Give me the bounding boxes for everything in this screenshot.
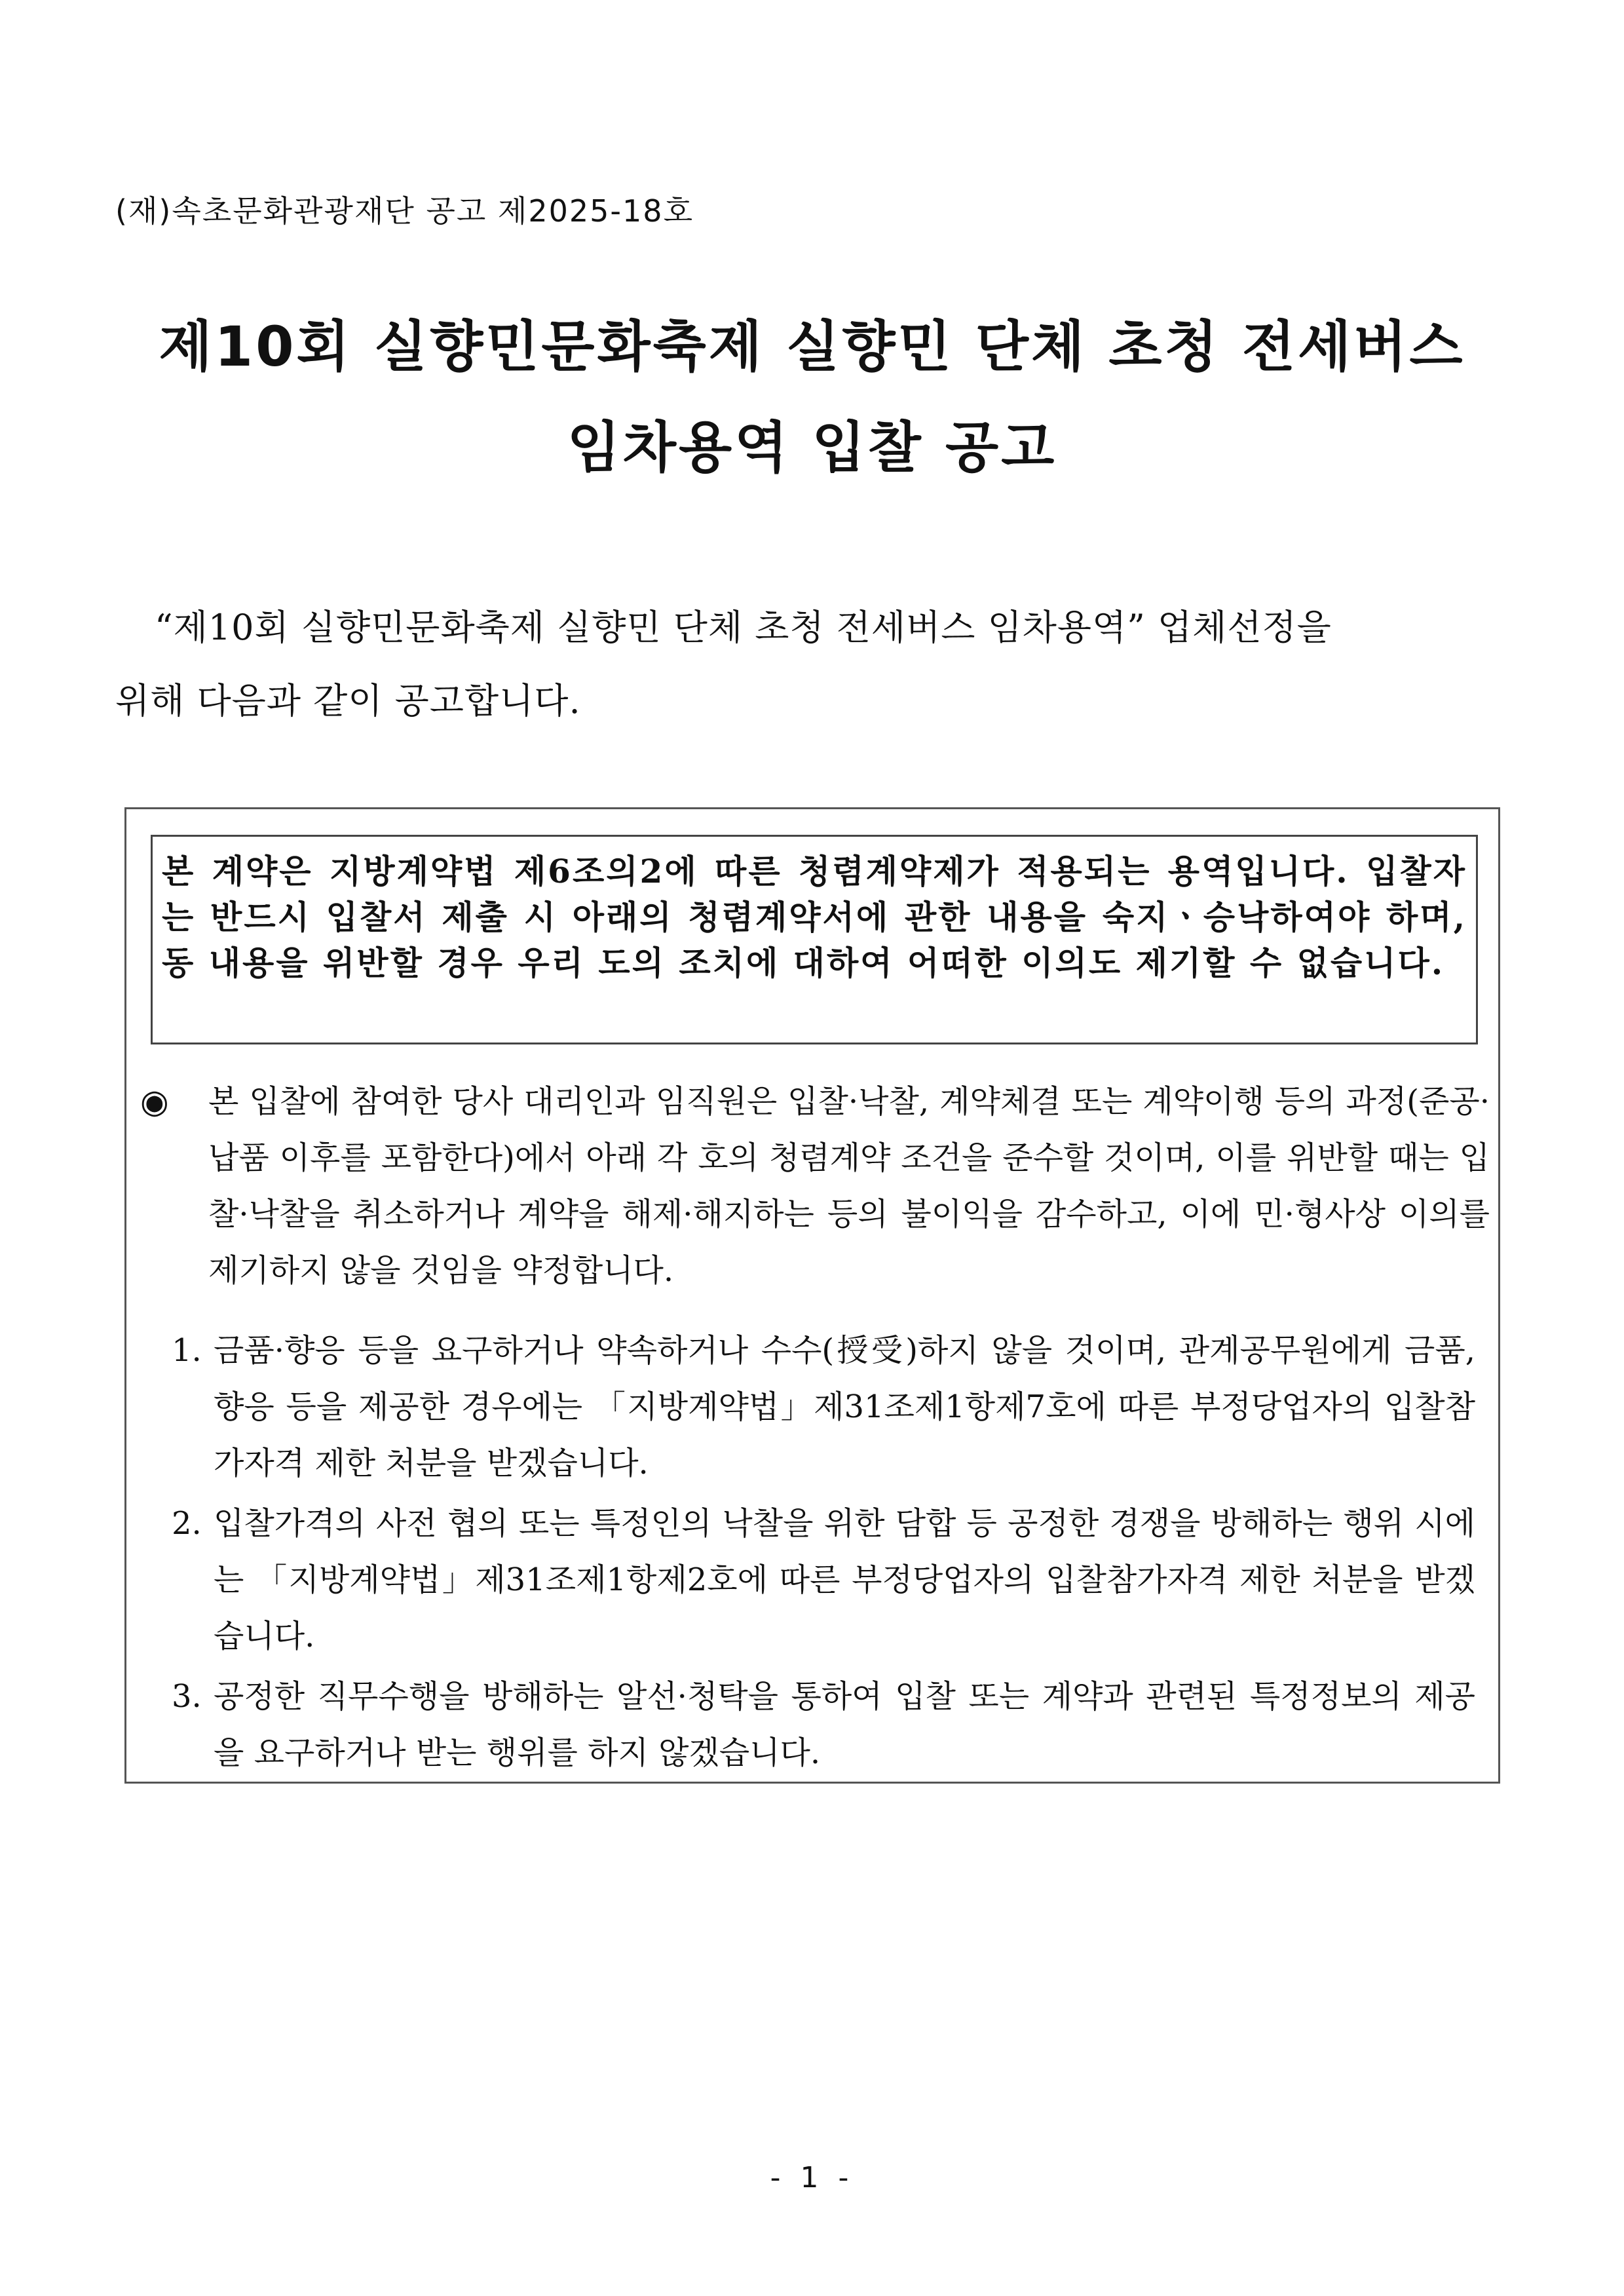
list-item-number: 1. (172, 1332, 202, 1369)
intro-line2: 위해 다음과 같이 공고합니다. (115, 680, 581, 721)
page-number: - 1 - (770, 2161, 854, 2194)
intro-paragraph (115, 591, 1517, 738)
integrity-notice-box (151, 835, 1478, 1044)
circle-bullet-icon: ◉ (140, 1082, 169, 1120)
list-item-text: 공정한 직무수행을 방해하는 알선·청탁을 통하여 입찰 또는 계약과 관련된 특정정보의 제공을 요구하거나 받는 행위를 하지 않겠습니다. (214, 1678, 1475, 1771)
list-item (172, 1668, 1475, 1781)
list-item-number: 2. (172, 1505, 202, 1542)
list-item (172, 1322, 1475, 1491)
pledge-paragraph (140, 1073, 1490, 1299)
list-item-text: 금품·향응 등을 요구하거나 약속하거나 수수(授受)하지 않을 것이며, 관계공무원에게 금품, 향응 등을 제공한 경우에는 「지방계약법」제31조제1항제7호에 따른 부정당업자의 입찰참가자격 제한 처분을 받겠습니다. (214, 1332, 1475, 1482)
notice-number: (재)속초문화관광재단 공고 제2025-18호 (115, 193, 694, 229)
list-item (172, 1495, 1475, 1664)
intro-line1: “제10회 실향민문화축제 실향민 단체 초청 전세버스 임차용역” 업체선정을 (155, 607, 1332, 648)
document-title-line2: 임차용역 입찰 공고 (567, 415, 1057, 480)
list-item-text: 입찰가격의 사전 협의 또는 특정인의 낙찰을 위한 담합 등 공정한 경쟁을 방해하는 행위 시에는 「지방계약법」제31조제1항제2호에 따른 부정당업자의 입찰참가자격 제한 처분을 받겠습니다. (214, 1505, 1475, 1655)
integrity-notice-text: 본 계약은 지방계약법 제6조의2에 따른 청렴계약제가 적용되는 용역입니다. 입찰자는 반드시 입찰서 제출 시 아래의 청렴계약서에 관한 내용을 숙지ㆍ승낙하여야 하며, 동 내용을 위반할 경우 우리 도의 조치에 대하여 어떠한 이의도 제기할 수 없습니다. (162, 852, 1467, 982)
list-item-number: 3. (172, 1678, 202, 1715)
pledge-text: 본 입찰에 참여한 당사 대리인과 임직원은 입찰·낙찰, 계약체결 또는 계약이행 등의 과정(준공·납품 이후를 포함한다)에서 아래 각 호의 청렴계약 조건을 준수할 것이며, 이를 위반할 때는 입찰·낙찰을 취소하거나 계약을 해제·해지하는 등의 불이익을 감수하고, 이에 민·형사상 이의를 제기하지 않을 것임을 약정합니다. (208, 1083, 1490, 1289)
document-title-line1: 제10회 실향민문화축제 실향민 단체 초청 전세버스 (159, 315, 1465, 379)
